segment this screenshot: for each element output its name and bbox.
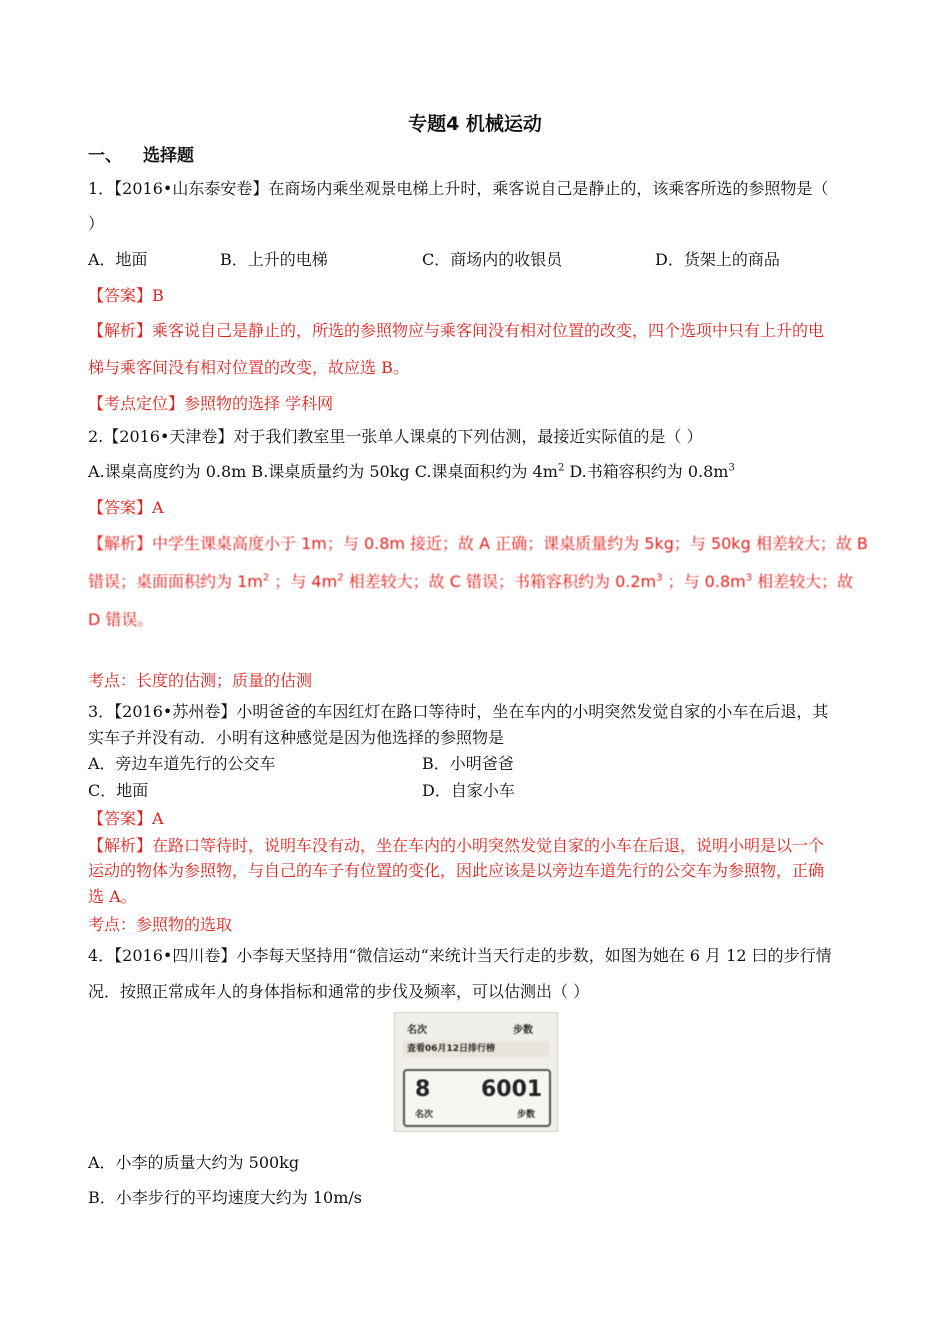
q1-option-c: C．商场内的收银员 bbox=[422, 250, 563, 269]
q2-analysis-seg-c: 相差较大；故 C 错误；书箱容积约为 0.2m bbox=[343, 572, 657, 591]
q2-options bbox=[88, 462, 735, 482]
q2-stem: 2.【2016•天津卷】对于我们教室里一张单人课桌的下列估测，最接近实际值的是（ ） bbox=[88, 427, 703, 446]
section-number: 一、 bbox=[88, 146, 122, 166]
q3-analysis-line3: 选 A。 bbox=[88, 887, 137, 906]
figure-bottom-right: 步数 bbox=[517, 1110, 536, 1120]
q1-analysis-line2: 梯与乘客间没有相对位置的改变，故应选 B。 bbox=[88, 358, 409, 377]
figure-banner: 查看06月12日排行榜 bbox=[403, 1041, 549, 1057]
q1-stem-line2: ） bbox=[88, 214, 105, 233]
q2-analysis-line2 bbox=[88, 572, 853, 592]
q1-point: 【考点定位】参照物的选择 学科网 bbox=[88, 394, 334, 413]
q2-analysis-seg-d: ；与 0.8m bbox=[662, 572, 746, 591]
q1-option-b: B．上升的电梯 bbox=[220, 250, 328, 269]
figure-steps: 6001 bbox=[481, 1077, 543, 1102]
q3-answer: 【答案】A bbox=[88, 809, 164, 828]
figure-top-left: 名次 bbox=[407, 1025, 427, 1036]
q2-point: 考点：长度的估测；质量的估测 bbox=[88, 671, 313, 690]
q2-answer: 【答案】A bbox=[88, 498, 164, 517]
q3-point: 考点：参照物的选取 bbox=[88, 915, 233, 934]
q4-stem-line1: 4．【2016•四川卷】小李每天坚持用“微信运动“来统计当天行走的步数，如图为她在 6 月 12 曰的步行情 bbox=[88, 946, 832, 965]
q2-analysis-sup-c: 3 bbox=[656, 572, 663, 584]
q1-analysis-line1: 【解析】乘客说自己是静止的，所选的参照物应与乘客间没有相对位置的改变，四个选项中只有上升的电 bbox=[88, 321, 825, 340]
figure-rank: 8 bbox=[415, 1077, 431, 1102]
q4-option-b: B．小李步行的平均速度大约为 10m/s bbox=[88, 1188, 362, 1207]
q3-analysis-line2: 运动的物体为参照物，与自己的车子有位置的变化，因此应该是以旁边车道先行的公交车为参照物，正确 bbox=[88, 861, 825, 880]
q2-analysis-seg-b: ；与 4m bbox=[269, 572, 338, 591]
q1-option-a: A．地面 bbox=[88, 250, 148, 269]
q3-stem-line1: 3．【2016•苏州卷】小明爸爸的车因红灯在路口等待时，坐在车内的小明突然发觉自家的小车在后退，其 bbox=[88, 702, 829, 721]
q1-answer: 【答案】B bbox=[88, 286, 164, 305]
q2-analysis-sup-b: 2 bbox=[337, 572, 344, 584]
q2-analysis-seg-a: 错误；桌面面积约为 1m bbox=[88, 572, 263, 591]
figure-bottom-left: 名次 bbox=[415, 1110, 434, 1120]
q4-stem-line2: 况．按照正常成年人的身体指标和通常的步伐及频率，可以估测出（ ） bbox=[88, 982, 590, 1001]
figure-rank-panel bbox=[403, 1069, 551, 1127]
q2-sup-2: 2 bbox=[557, 462, 565, 474]
q4-option-a: A．小李的质量大约为 500kg bbox=[88, 1153, 300, 1172]
q2-analysis-sup-a: 2 bbox=[262, 572, 270, 584]
q3-option-a: A．旁边车道先行的公交车 bbox=[88, 754, 276, 773]
q3-option-d: D．自家小车 bbox=[422, 781, 515, 800]
q3-option-b: B．小明爸爸 bbox=[422, 754, 514, 773]
q2-analysis-line3: D 错误。 bbox=[88, 610, 154, 629]
q1-stem-line1: 1．【2016•山东泰安卷】在商场内乘坐观景电梯上升时，乘客说自己是静止的，该乘客所选的参照物是（ bbox=[88, 179, 829, 198]
q3-analysis-line1: 【解析】在路口等待时，说明车没有动，坐在车内的小明突然发觉自家的小车在后退，说明小明是以一个 bbox=[88, 836, 825, 855]
q3-option-c: C．地面 bbox=[88, 781, 149, 800]
figure-top-right: 步数 bbox=[513, 1025, 533, 1036]
q2-options-part1: A.课桌高度约为 0.8m B.课桌质量约为 50kg C.课桌面积约为 4m bbox=[88, 462, 558, 481]
q1-option-d: D．货架上的商品 bbox=[655, 250, 780, 269]
page-title: 专题4 机械运动 bbox=[408, 113, 542, 135]
q2-analysis-sup-d: 3 bbox=[745, 572, 753, 584]
q2-options-part2: D.书箱容积约为 0.8m bbox=[564, 462, 729, 481]
q2-analysis-line1: 【解析】中学生课桌高度小于 1m；与 0.8m 接近；故 A 正确；课桌质量约为 5kg；与 50kg 相差较大；故 B bbox=[88, 534, 868, 553]
section-heading: 选择题 bbox=[143, 146, 194, 166]
q2-sup-3: 3 bbox=[728, 462, 735, 474]
step-count-figure bbox=[394, 1012, 558, 1132]
q3-stem-line2: 实车子并没有动．小明有这种感觉是因为他选择的参照物是 bbox=[88, 728, 505, 747]
q2-analysis-seg-e: 相差较大；故 bbox=[752, 572, 854, 591]
